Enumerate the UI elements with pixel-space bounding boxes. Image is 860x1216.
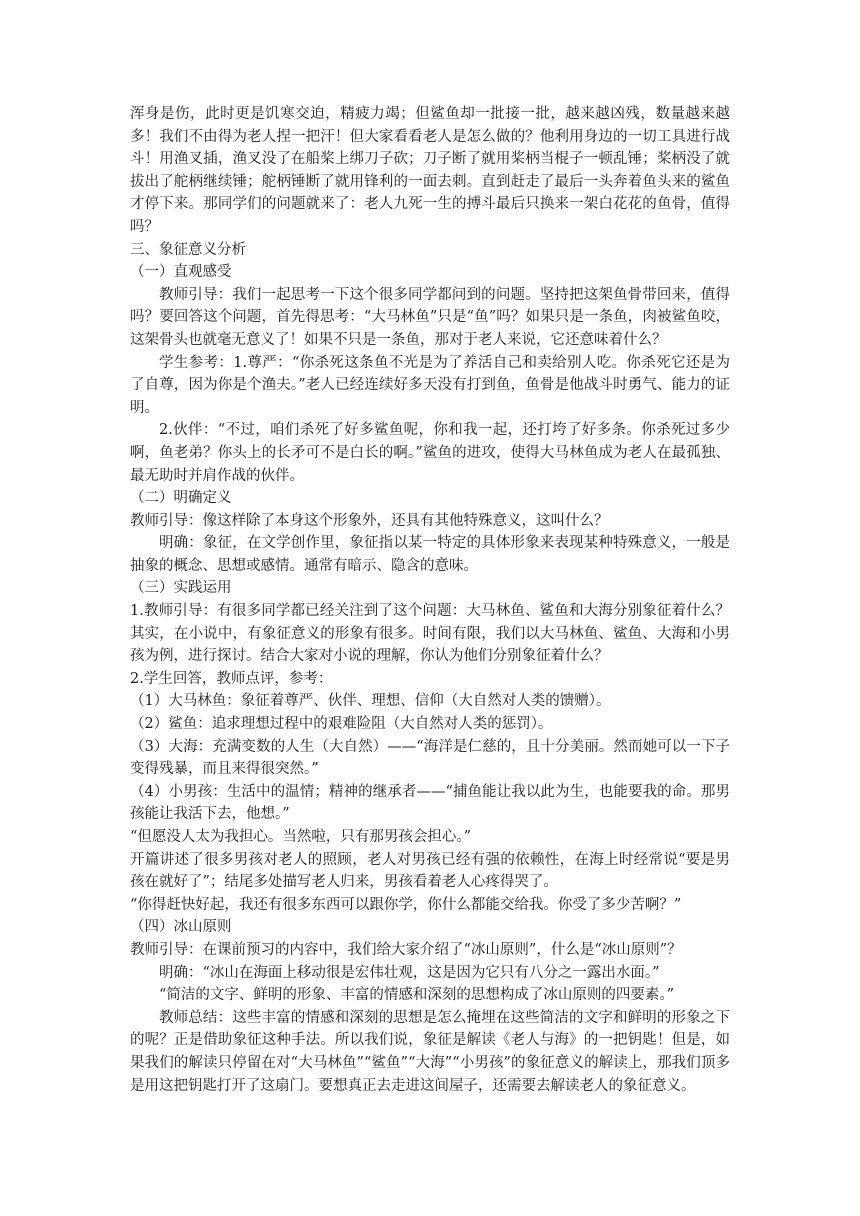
quote: “你得赶快好起，我还有很多东西可以跟你学，你什么都能交给我。你受了多少苦啊？” — [130, 896, 682, 913]
paragraph: 明确：“冰山在海面上移动很是宏伟壮观，这是因为它只有八分之一露出水面。” — [159, 964, 660, 981]
paragraph: 2.学生回答，教师点评，参考： — [130, 670, 333, 687]
list-item: （4）小男孩：生活中的温情；精神的继承者——“捕鱼能让我以此为生，也能要我的命。那男孩能让我活下去，他想。” — [130, 783, 730, 823]
paragraph: 学生参考：1.尊严：“你杀死这条鱼不光是为了养活自己和卖给别人吃。你杀死它还是为了自尊，因为你是个渔夫。”老人已经连续好多天没有打到鱼，鱼骨是他战斗时勇气、能力的证明。 — [130, 354, 730, 416]
subsection-heading: （四）冰山原则 — [130, 919, 232, 936]
subsection-heading: （三）实践运用 — [130, 580, 232, 597]
list-item: （3）大海：充满变数的人生（大自然）——“海洋是仁慈的，且十分美丽。然而她可以一下子变得残暴，而且来得很突然。” — [130, 738, 730, 778]
paragraph: 1.教师引导：有很多同学都已经关注到了这个问题：大马林鱼、鲨鱼和大海分别象征着什么？其实，在小说中，有象征意义的形象有很多。时间有限，我们以大马林鱼、鲨鱼、大海和小男孩为例，进行探讨。结合大家对小说的理解，你认为他们分别象征着什么？ — [130, 603, 730, 665]
paragraph: 浑身是伤，此时更是饥寒交迫，精疲力竭；但鲨鱼却一批接一批，越来越凶残，数量越来越多！我们不由得为老人捏一把汗！但大家看看老人是怎么做的？他利用身边的一切工具进行战斗！用渔叉插，渔叉没了在船桨上绑刀子砍；刀子断了就用桨柄当棍子一顿乱锤；桨柄没了就拔出了舵柄继续锤；舵柄锤断了就用锋利的一面去刺。直到赶走了最后一头奔着鱼头来的鲨鱼才停下来。那同学们的问题就来了：老人九死一生的搏斗最后只换来一架白花花的鱼骨，值得吗？ — [130, 106, 730, 235]
quote: “简洁的文字、鲜明的形象、丰富的情感和深刻的思想构成了冰山原则的四要素。” — [159, 987, 675, 1004]
paragraph: 教师引导：我们一起思考一下这个很多同学都问到的问题。坚持把这架鱼骨带回来，值得吗？要回答这个问题，首先得思考：“大马林鱼”只是“鱼”吗？如果只是一条鱼，肉被鲨鱼咬，这架骨头也就毫无意义了！如果不只是一条鱼，那对于老人来说，它还意味着什么？ — [130, 286, 730, 348]
paragraph: 教师引导：像这样除了本身这个形象外，还具有其他特殊意义，这叫什么？ — [130, 512, 609, 529]
list-item: （1）大马林鱼：象征着尊严、伙伴、理想、信仰（大自然对人类的馈赠）。 — [130, 693, 611, 710]
subsection-heading: （二）明确定义 — [130, 490, 232, 507]
document-body — [130, 103, 730, 1097]
quote: “但愿没人太为我担心。当然啦，只有那男孩会担心。” — [130, 829, 472, 845]
paragraph: 教师引导：在课前预习的内容中，我们给大家介绍了“冰山原则”，什么是“冰山原则”？ — [130, 941, 682, 958]
paragraph: 教师总结：这些丰富的情感和深刻的思想是怎么掩埋在这些简洁的文字和鲜明的形象之下的呢？正是借助象征这种手法。所以我们说，象征是解读《老人与海》的一把钥匙！但是，如果我们的解读只停留在对“大马林鱼”“鲨鱼”“大海”“小男孩”的象征意义的解读上，那我们顶多是用这把钥匙打开了这扇门。要想真正去走进这间屋子，还需要去解读老人的象征意义。 — [130, 1009, 730, 1094]
list-item: （2）鲨鱼：追求理想过程中的艰难险阻（大自然对人类的惩罚）。 — [130, 716, 553, 733]
paragraph: 明确：象征，在文学创作里，象征指以某一特定的具体形象来表现某种特殊意义，一般是抽象的概念、思想或感情。通常有暗示、隐含的意味。 — [130, 535, 730, 574]
paragraph: 2.伙伴：“不过，咱们杀死了好多鲨鱼呢，你和我一起，还打垮了好多条。你杀死过多少啊，鱼老弟？你头上的长矛可不是白长的啊。”鲨鱼的进攻，使得大马林鱼成为老人在最孤独、最无助时并肩作战的伙伴。 — [130, 422, 730, 484]
subsection-heading: （一）直观感受 — [130, 264, 232, 281]
section-heading: 三、象征意义分析 — [130, 241, 246, 258]
paragraph: 开篇讲述了很多男孩对老人的照顾，老人对男孩已经有强的依赖性，在海上时经常说“要是男孩在就好了”；结尾多处描写老人归来，男孩看着老人心疼得哭了。 — [130, 851, 730, 891]
